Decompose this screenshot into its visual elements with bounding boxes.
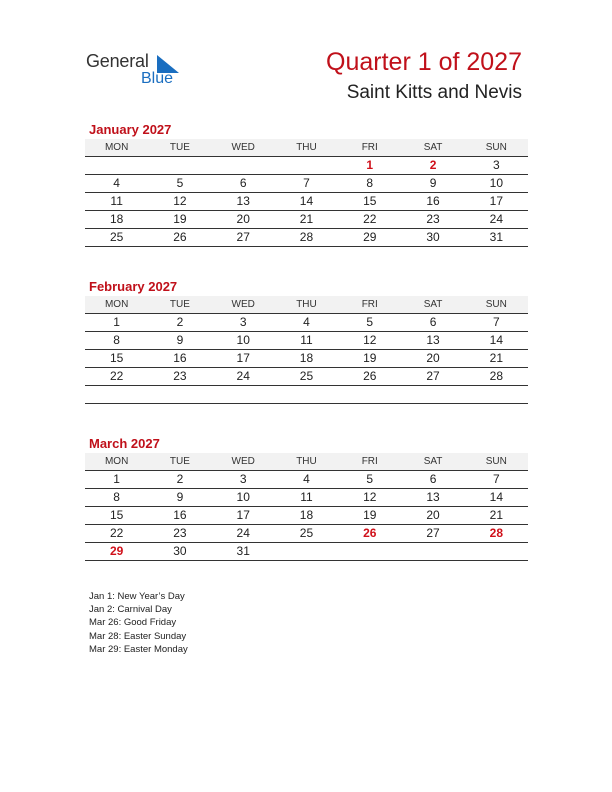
day-cell: 11 <box>300 333 313 347</box>
day-cell: 29 <box>109 544 124 558</box>
week-row <box>85 489 528 507</box>
empty-day-cell <box>148 386 211 403</box>
day-cell: 8 <box>113 490 120 504</box>
day-cell: 4 <box>113 176 120 190</box>
weekday-label: MON <box>104 456 129 467</box>
day-cell: 1 <box>113 315 120 329</box>
day-cell: 5 <box>366 472 374 486</box>
week-row <box>85 350 528 368</box>
day-cell: 2 <box>429 158 437 172</box>
general-blue-logo <box>86 51 196 91</box>
day-cell: 13 <box>426 490 440 504</box>
holiday-notes <box>89 590 188 656</box>
empty-day-cell <box>275 386 338 403</box>
day-cell: 18 <box>109 212 124 226</box>
day-cell: 25 <box>299 526 314 540</box>
empty-day-cell <box>401 543 464 560</box>
day-cell: 24 <box>236 526 250 540</box>
holiday-note: Jan 2: Carnival Day <box>89 604 172 616</box>
month-title: March 2027 <box>89 436 160 451</box>
holiday-note: Mar 26: Good Friday <box>89 617 177 629</box>
week-row <box>85 229 528 247</box>
day-cell: 20 <box>426 351 440 365</box>
day-cell: 24 <box>236 369 250 383</box>
day-cell: 8 <box>366 176 374 190</box>
day-cell: 27 <box>236 230 250 244</box>
logo-word-blue: Blue <box>141 70 174 87</box>
day-cell: 12 <box>363 333 377 347</box>
empty-day-cell <box>275 157 338 174</box>
day-cell: 2 <box>176 472 184 486</box>
month-grid <box>85 314 528 404</box>
day-cell: 19 <box>363 508 377 522</box>
day-cell: 26 <box>363 526 377 540</box>
day-cell: 24 <box>489 212 503 226</box>
day-cell: 31 <box>489 230 503 244</box>
day-cell: 17 <box>489 194 503 208</box>
day-cell: 1 <box>113 472 120 486</box>
day-cell: 23 <box>173 526 187 540</box>
day-cell: 19 <box>173 212 187 226</box>
country-name: Saint Kitts and Nevis <box>346 82 522 103</box>
day-cell: 7 <box>303 176 310 190</box>
month-title: February 2027 <box>89 279 178 294</box>
week-row <box>85 471 528 489</box>
day-cell: 28 <box>299 230 314 244</box>
day-cell: 1 <box>366 158 374 172</box>
day-cell: 10 <box>236 333 250 347</box>
day-cell: 7 <box>492 472 500 486</box>
day-cell: 5 <box>176 176 184 190</box>
empty-day-cell <box>85 157 148 174</box>
weekday-label: TUE <box>169 456 190 467</box>
holiday-note: Jan 1: New Year’s Day <box>89 591 185 602</box>
empty-day-cell <box>275 543 338 560</box>
day-cell: 3 <box>239 315 247 329</box>
weekday-label: FRI <box>361 299 378 310</box>
day-cell: 20 <box>426 508 440 522</box>
day-cell: 19 <box>363 351 377 365</box>
month-title: January 2027 <box>89 122 172 137</box>
day-cell: 9 <box>176 333 184 347</box>
day-cell: 12 <box>173 194 187 208</box>
empty-day-cell <box>212 157 275 174</box>
weekday-label: WED <box>231 142 255 153</box>
day-cell: 16 <box>173 351 187 365</box>
weekday-label: THU <box>296 142 317 153</box>
weekday-label: SAT <box>423 142 443 153</box>
day-cell: 3 <box>239 472 247 486</box>
weekday-label: MON <box>104 299 129 310</box>
week-row <box>85 193 528 211</box>
weekday-header <box>85 296 528 314</box>
day-cell: 11 <box>300 490 313 504</box>
day-cell: 23 <box>426 212 440 226</box>
day-cell: 12 <box>363 490 377 504</box>
day-cell: 21 <box>299 212 314 226</box>
day-cell: 30 <box>173 544 187 558</box>
day-cell: 22 <box>363 212 377 226</box>
weekday-label: TUE <box>169 299 190 310</box>
weekday-label: TUE <box>169 142 190 153</box>
empty-day-cell <box>401 386 464 403</box>
weekday-header <box>85 453 528 471</box>
empty-day-cell <box>148 157 211 174</box>
day-cell: 4 <box>303 315 310 329</box>
weekday-label: SAT <box>423 299 443 310</box>
weekday-label: FRI <box>361 142 378 153</box>
month-march <box>85 435 528 561</box>
day-cell: 16 <box>173 508 187 522</box>
weekday-label: SUN <box>485 299 507 310</box>
day-cell: 17 <box>236 351 250 365</box>
holiday-note: Mar 29: Easter Monday <box>89 643 188 655</box>
day-cell: 9 <box>176 490 184 504</box>
day-cell: 25 <box>109 230 124 244</box>
day-cell: 27 <box>426 526 440 540</box>
day-cell: 5 <box>366 315 374 329</box>
empty-day-cell <box>465 386 528 403</box>
day-cell: 10 <box>489 176 503 190</box>
weekday-label: SUN <box>485 456 507 467</box>
weekday-label: THU <box>296 456 317 467</box>
day-cell: 6 <box>429 315 437 329</box>
day-cell: 13 <box>426 333 440 347</box>
week-row <box>85 332 528 350</box>
day-cell: 31 <box>236 544 250 558</box>
day-cell: 10 <box>236 490 250 504</box>
weekday-header <box>85 139 528 157</box>
day-cell: 6 <box>429 472 437 486</box>
weekday-label: MON <box>104 142 129 153</box>
week-row <box>85 157 528 175</box>
day-cell: 27 <box>426 369 440 383</box>
day-cell: 18 <box>299 508 314 522</box>
day-cell: 3 <box>492 158 500 172</box>
month-january <box>85 121 528 247</box>
day-cell: 22 <box>109 369 124 383</box>
day-cell: 25 <box>299 369 314 383</box>
weekday-label: WED <box>231 299 255 310</box>
month-grid <box>85 471 528 561</box>
day-cell: 26 <box>173 230 187 244</box>
month-grid <box>85 157 528 247</box>
day-cell: 15 <box>109 351 124 365</box>
week-row <box>85 175 528 193</box>
day-cell: 2 <box>176 315 184 329</box>
empty-day-cell <box>465 543 528 560</box>
empty-day-cell <box>85 386 148 403</box>
week-row <box>85 314 528 332</box>
day-cell: 16 <box>426 194 440 208</box>
day-cell: 20 <box>236 212 250 226</box>
day-cell: 30 <box>426 230 440 244</box>
week-row <box>85 543 528 561</box>
day-cell: 29 <box>363 230 377 244</box>
day-cell: 26 <box>363 369 377 383</box>
holiday-note: Mar 28: Easter Sunday <box>89 630 187 642</box>
day-cell: 15 <box>363 194 377 208</box>
day-cell: 28 <box>489 526 503 540</box>
day-cell: 11 <box>110 194 123 208</box>
day-cell: 18 <box>299 351 314 365</box>
day-cell: 28 <box>489 369 503 383</box>
empty-day-cell <box>212 386 275 403</box>
day-cell: 13 <box>236 194 250 208</box>
day-cell: 22 <box>109 526 124 540</box>
day-cell: 7 <box>492 315 500 329</box>
quarter-title: Quarter 1 of 2027 <box>326 48 522 76</box>
weekday-label: SAT <box>423 456 443 467</box>
day-cell: 14 <box>299 194 314 208</box>
day-cell: 17 <box>236 508 250 522</box>
logo-word-general: General <box>86 51 149 71</box>
empty-day-cell <box>338 543 401 560</box>
day-cell: 21 <box>489 351 503 365</box>
weekday-label: FRI <box>361 456 378 467</box>
week-row <box>85 525 528 543</box>
day-cell: 14 <box>489 333 503 347</box>
week-row <box>85 211 528 229</box>
weekday-label: THU <box>296 299 317 310</box>
day-cell: 4 <box>303 472 310 486</box>
day-cell: 21 <box>489 508 503 522</box>
day-cell: 15 <box>109 508 124 522</box>
weekday-label: SUN <box>485 142 507 153</box>
weekday-label: WED <box>231 456 255 467</box>
day-cell: 8 <box>113 333 120 347</box>
day-cell: 23 <box>173 369 187 383</box>
week-row <box>85 507 528 525</box>
day-cell: 14 <box>489 490 503 504</box>
empty-day-cell <box>338 386 401 403</box>
day-cell: 6 <box>239 176 247 190</box>
week-row <box>85 368 528 386</box>
day-cell: 9 <box>429 176 437 190</box>
month-february <box>85 278 528 404</box>
week-row <box>85 386 528 404</box>
